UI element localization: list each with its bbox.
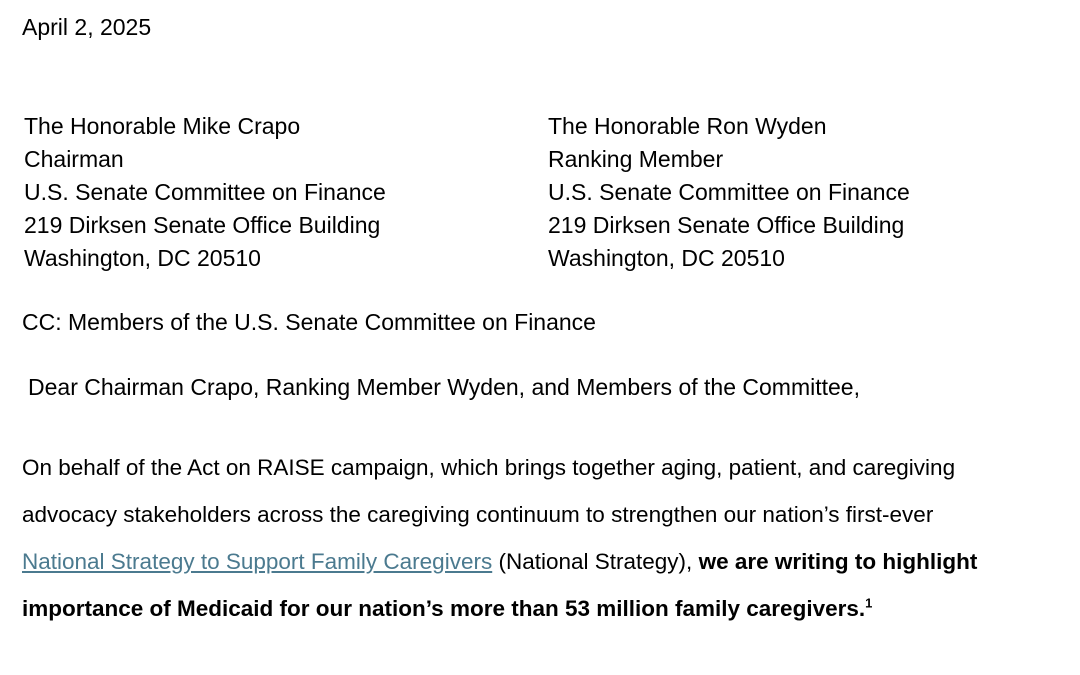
recipient-name: The Honorable Ron Wyden [548, 113, 827, 139]
recipient-city: Washington, DC 20510 [24, 245, 261, 271]
recipient-title: Ranking Member [548, 146, 724, 172]
recipient-title: Chairman [24, 146, 124, 172]
salutation: Dear Chairman Crapo, Ranking Member Wyden, and Members of the Committee, [28, 374, 860, 400]
recipient-city: Washington, DC 20510 [548, 245, 785, 271]
body-line-2: advocacy stakeholders across the caregiving continuum to strengthen our nation’s first-ever [22, 502, 934, 527]
body-paragraph [22, 444, 1072, 632]
recipient-address-right [548, 110, 910, 275]
footnote-marker[interactable]: 1 [865, 595, 873, 611]
body-emphasis-start: we are writing to highlight [698, 549, 978, 574]
letter-date: April 2, 2025 [22, 14, 152, 40]
body-emphasis-end: importance of Medicaid for our nation’s more than 53 million family caregivers. [22, 596, 866, 621]
recipient-building: 219 Dirksen Senate Office Building [24, 212, 381, 238]
recipient-committee: U.S. Senate Committee on Finance [24, 179, 386, 205]
national-strategy-link[interactable]: National Strategy to Support Family Caregivers [22, 549, 493, 574]
body-after-link: (National Strategy), [492, 549, 699, 574]
recipient-building: 219 Dirksen Senate Office Building [548, 212, 905, 238]
body-line-1: On behalf of the Act on RAISE campaign, which brings together aging, patient, and caregiving [22, 455, 956, 480]
recipient-name: The Honorable Mike Crapo [24, 113, 301, 139]
recipient-address-left [24, 110, 386, 275]
recipient-committee: U.S. Senate Committee on Finance [548, 179, 910, 205]
cc-line: CC: Members of the U.S. Senate Committee on Finance [22, 309, 596, 335]
body-line-3 [22, 538, 1072, 585]
body-line-4 [22, 585, 1072, 632]
